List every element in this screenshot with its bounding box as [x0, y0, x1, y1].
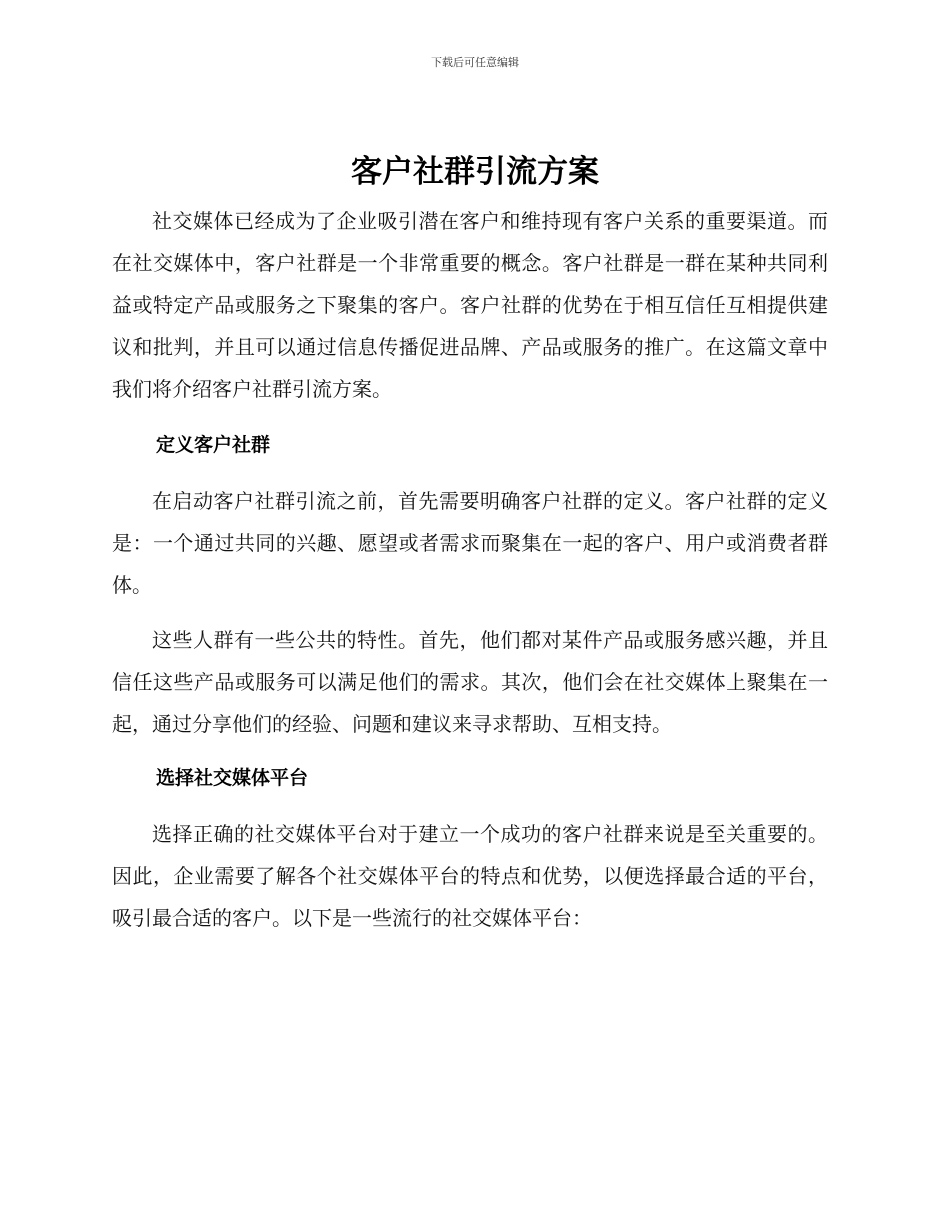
paragraph-define-community-2: 这些人群有一些公共的特性。首先，他们都对某件产品或服务感兴趣，并且信任这些产品或服务可以满足他们的需求。其次，他们会在社交媒体上聚集在一起，通过分享他们的经验、问题和建议来寻求帮助、互相支持。: [112, 628, 828, 736]
paragraph-define-community-1: 在启动客户社群引流之前，首先需要明确客户社群的定义。客户社群的定义是：一个通过共同的兴趣、愿望或者需求而聚集在一起的客户、用户或消费者群体。: [112, 489, 828, 597]
document-title: 客户社群引流方案: [351, 154, 599, 190]
section-heading-choose-platform: 选择社交媒体平台: [156, 767, 309, 789]
header-note: 下载后可任意编辑: [431, 56, 519, 69]
section-heading-define-community: 定义客户社群: [156, 434, 271, 456]
intro-paragraph: 社交媒体已经成为了企业吸引潜在客户和维持现有客户关系的重要渠道。而在社交媒体中，客户社群是一个非常重要的概念。客户社群是一群在某种共同利益或特定产品或服务之下聚集的客户。客户社群的优势在于相互信任互相提供建议和批判，并且可以通过信息传播促进品牌、产品或服务的推广。在这篇文章中我们将介绍客户社群引流方案。: [112, 209, 828, 401]
paragraph-choose-platform: 选择正确的社交媒体平台对于建立一个成功的客户社群来说是至关重要的。因此，企业需要了解各个社交媒体平台的特点和优势，以便选择最合适的平台，吸引最合适的客户。以下是一些流行的社交媒体平台：: [112, 822, 828, 930]
